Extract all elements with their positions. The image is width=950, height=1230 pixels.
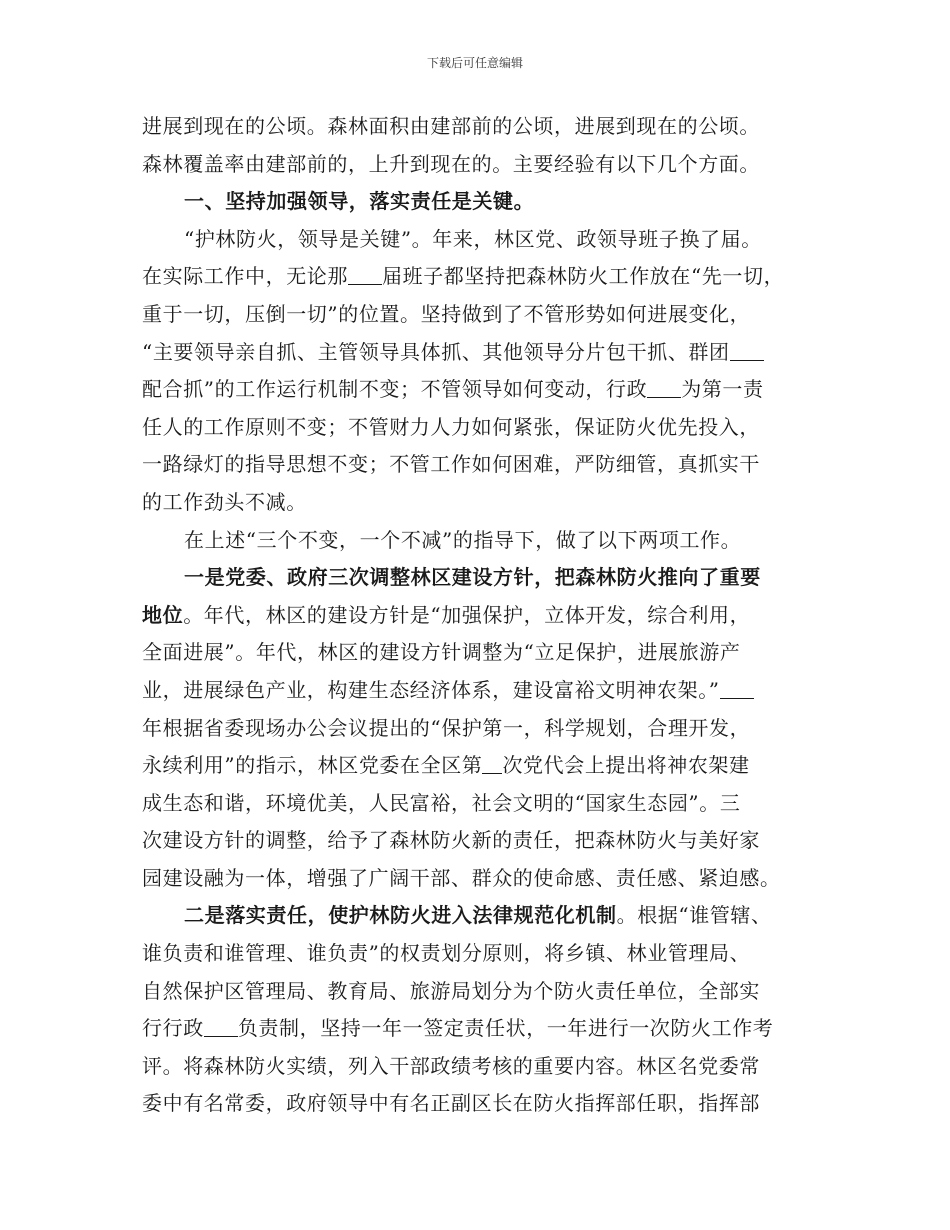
text-line: 的工作劲头不减。 <box>142 489 307 514</box>
text-segment: 。年代，林区的建设方针是“加强保护，立体开发，综合利用， <box>183 602 751 627</box>
text-line <box>142 747 814 785</box>
text-segment: 配合抓”的工作运行机制不变；不管领导如何变动，行政 <box>142 377 648 402</box>
blank-underline <box>204 1016 238 1037</box>
blank-underline <box>730 340 764 361</box>
text-line: “护林防火，领导是关键”。年来，林区党、政领导班子换了届。 <box>184 226 762 251</box>
text-line: 重于一切，压倒一切”的位置。坚持做到了不管形势如何进展变化， <box>142 301 751 326</box>
text-line: 成生态和谐，环境优美，人民富裕，社会文明的“国家生态园”。三 <box>142 790 741 815</box>
text-line <box>142 897 814 935</box>
text-line <box>142 334 814 372</box>
blank-underline <box>720 678 754 699</box>
text-line: 一路绿灯的指导思想不变；不管工作如何困难，严防细管，真抓实干 <box>142 452 760 477</box>
text-line <box>142 597 814 635</box>
text-line: 次建设方针的调整，给予了森林防火新的责任，把森林防火与美好家 <box>142 828 760 853</box>
text-segment-bold: 二是落实责任，使护林防火进入法律规范化机制 <box>184 903 617 928</box>
text-line: 在上述“三个不变，一个不减”的指导下，做了以下两项工作。 <box>184 527 742 552</box>
text-line <box>142 672 814 710</box>
text-line: 全面进展”。年代，林区的建设方针调整为“立足保护，进展旅游产 <box>142 640 741 665</box>
text-line: 进展到现在的公顷。森林面积由建部前的公顷，进展到现在的公顷。 <box>142 114 760 138</box>
text-line: 谁负责和谁管理、谁负责”的权责划分原则，将乡镇、林业管理局、 <box>142 941 751 966</box>
subsection-heading: 一是党委、政府三次调整林区建设方针，把森林防火推向了重要 <box>184 565 761 590</box>
text-segment: 行行政 <box>142 1016 204 1041</box>
text-line <box>142 371 814 409</box>
text-line: 园建设融为一体，增强了广阔干部、群众的使命感、责任感、紧迫感。 <box>142 865 781 890</box>
text-segment-bold: 地位 <box>142 602 184 627</box>
text-line: 评。将森林防火实绩，列入干部政绩考核的重要内容。林区名党委常 <box>142 1053 760 1078</box>
blank-underline <box>482 753 502 774</box>
blank-underline <box>348 264 382 285</box>
text-segment: 业，进展绿色产业，构建生态经济体系，建设富裕文明神农架。” <box>142 677 720 702</box>
text-segment: 次党代会上提出将神农架建 <box>502 753 750 778</box>
document-body <box>142 108 814 1123</box>
text-segment: 。根据“谁管辖、 <box>616 903 772 928</box>
text-segment: 永续利用”的指示，林区党委在全区第 <box>142 753 483 778</box>
text-line: 委中有名常委，政府领导中有名正副区长在防火指挥部任职，指挥部 <box>142 1091 760 1116</box>
text-segment: 在实际工作中，无论那 <box>142 264 348 289</box>
text-line: 森林覆盖率由建部前的，上升到现在的。主要经验有以下几个方面。 <box>142 151 760 176</box>
text-line: 自然保护区管理局、教育局、旅游局划分为个防火责任单位，全部实 <box>142 978 760 1003</box>
text-segment: 为第一责 <box>681 377 764 402</box>
text-segment: “主要领导亲自抓、主管领导具体抓、其他领导分片包干抓、群团 <box>142 339 730 364</box>
text-line <box>142 258 814 296</box>
text-line: 年根据省委现场办公会议提出的“保护第一，科学规划，合理开发， <box>142 715 751 740</box>
text-line <box>142 1010 814 1048</box>
section-heading: 一、坚持加强领导，落实责任是关键。 <box>184 189 535 214</box>
blank-underline <box>647 377 681 398</box>
text-segment: 届班子都坚持把森林防火工作放在“先一切， <box>382 264 785 289</box>
text-line: 任人的工作原则不变；不管财力人力如何紧张，保证防火优先投入， <box>142 414 760 439</box>
text-segment: 负责制，坚持一年一签定责任状，一年进行一次防火工作考 <box>237 1016 774 1041</box>
page-header: 下载后可任意编辑 <box>426 56 523 70</box>
